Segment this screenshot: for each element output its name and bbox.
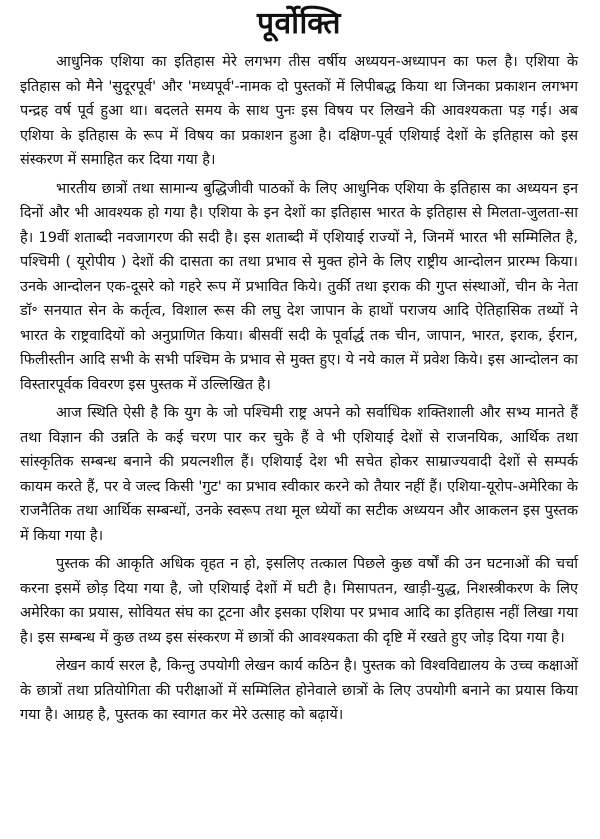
paragraph-1: आधुनिक एशिया का इतिहास मेरे लगभग तीस वर्षीय अध्ययन-अध्यापन का फल है। एशिया के इतिहास को मैने 'सुदूरपूर्व' और 'मध्यपूर्व'-नामक दो पुस्तकों में लिपीबद्ध किया था जिनका प्रकाशन लगभग पन्द्रह वर्ष पूर्व हुआ था। बदलते समय के साथ पुनः इस विषय पर लिखने की आवश्यकता पड़ गई। अब एशिया के इतिहास के रूप में विषय का प्रकाशन हुआ है। दक्षिण-पूर्व एशियाई देशों के इतिहास को इस संस्करण में समाहित कर दिया गया है। xyxy=(20,54,578,168)
paragraph-5: लेखन कार्य सरल है, किन्तु उपयोगी लेखन कार्य कठिन है। पुस्तक को विश्वविद्यालय के उच्च कक्षाओं के छात्रों तथा प्रतियोगिता की परीक्षाओं में सम्मिलित होनेवाले छात्रों के लिए उपयोगी बनाने का प्रयास किया गया है। आग्रह है, पुस्तक का स्वागत कर मेरे उत्साह को बढ़ायें। xyxy=(20,658,578,723)
page-title: पूर्वोक्ति xyxy=(257,6,341,41)
paragraph-3: आज स्थिति ऐसी है कि युग के जो पश्चिमी राष्ट्र अपने को सर्वाधिक शक्तिशाली और सभ्य मानते हैं तथा विज्ञान की उन्नति के कई चरण पार कर चुके हैं वे भी एशियाई देशों से राजनयिक, आर्थिक तथा सांस्कृतिक सम्बन्ध बनाने की प्रयत्नशील हैं। एशियाई देश भी सचेत होकर साम्राज्यवादी देशों से सम्पर्क कायम करते हैं, पर वे जल्द किसी 'गुट' का प्रभाव स्वीकार करने को तैयार नहीं हैं। एशिया-यूरोप-अमेरिका के राजनैतिक तथा आर्थिक सम्बन्धों, उनके स्वरूप तथा मूल ध्येयों का सटीक अध्ययन और आकलन इस पुस्तक में किया गया है। xyxy=(20,405,578,544)
paragraph-2: भारतीय छात्रों तथा सामान्य बुद्धिजीवी पाठकों के लिए आधुनिक एशिया के इतिहास का अध्ययन इन दिनों और भी आवश्यक हो गया है। एशिया के इन देशों का इतिहास भारत के इतिहास से मिलता-जुलता-सा है। 19वीं शताब्दी नवजागरण की सदी है। इस शताब्दी में एशियाई राज्यों ने, जिनमें भारत भी सम्मिलित है, पश्चिमी ( यूरोपीय ) देशों की दासता का तथा प्रभाव से मुक्त होने के लिए राष्ट्रीय आन्दोलन प्रारम्भ किया। उनके आन्दोलन एक-दूसरे को गहरे रूप में प्रभावित किये। तुर्की तथा इराक की गुप्त संस्थाओं, चीन के नेता डॉ॰ सनयात सेन के कर्तृत्व, विशाल रूस की लघु देश जापान के हाथों पराजय आदि ऐतिहासिक तथ्यों ने भारत के राष्ट्रवादियों को अनुप्राणित किया। बीसवीं सदी के पूर्वार्द्ध तक चीन, जापान, भारत, इराक, ईरान, फिलीस्तीन आदि सभी के सभी पश्चिम के प्रभाव से मुक्त हुए। ये नये काल में प्रवेश किये। इस आन्दोलन का विस्तारपूर्वक विवरण इस पुस्तक में उल्लिखित है। xyxy=(20,180,578,393)
paragraph-4: पुस्तक की आकृति अधिक वृहत न हो, इसलिए तत्काल पिछले कुछ वर्षों की उन घटनाओं की चर्चा करना इसमें छोड़ दिया गया है, जो एशियाई देशों में घटी है। मिसापतन, खाड़ी-युद्ध, निशस्त्रीकरण के लिए अमेरिका का प्रयास, सोवियत संघ का टूटना और इसका एशिया पर प्रभाव आदि का इतिहास नहीं लिखा गया है। इस सम्बन्ध में कुछ तथ्य इस संस्करण में छात्रों की आवश्यकता की दृष्टि में रखते हुए जोड़ दिया गया है। xyxy=(20,556,578,646)
